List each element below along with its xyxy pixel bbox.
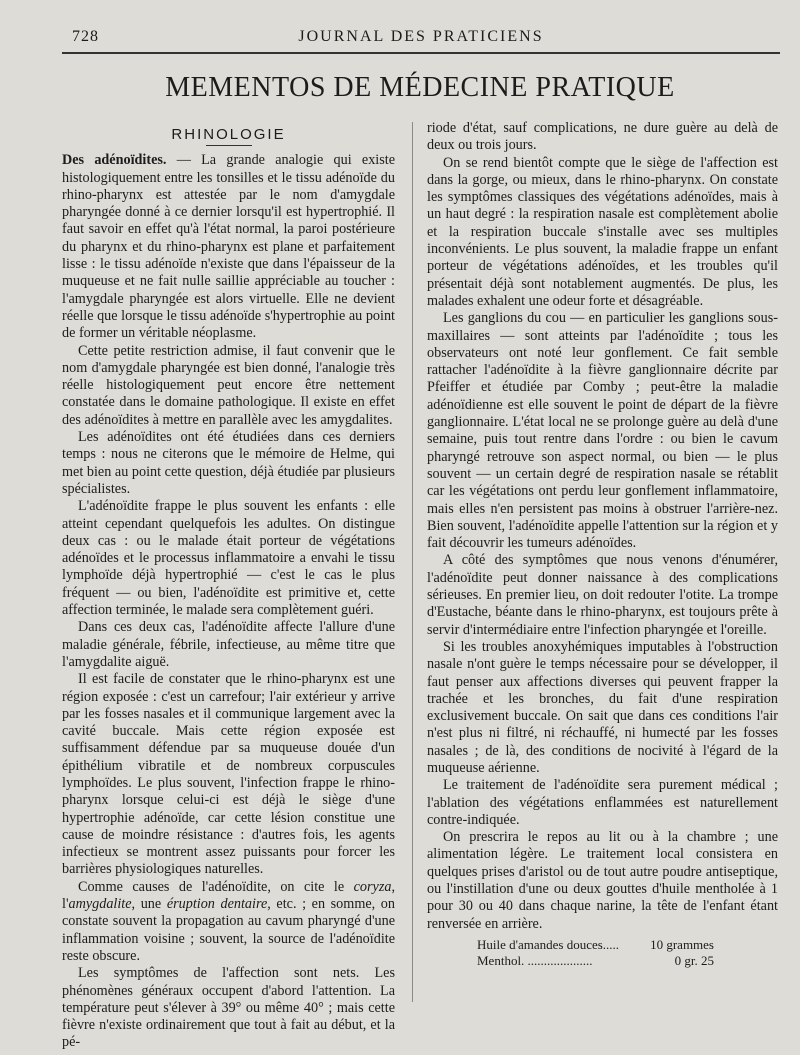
paragraph: On se rend bientôt compte que le siège de l'affection est dans la gorge, ou mieux, dans le rhino-pharynx. On constate les symptômes classiques des végétations adénoïdes, mais à un haut degré : la respiration nasale est complètement abolie et la respiration buccale s'installe avec ses multiples inconvénients. Le plus souvent, la maladie frappe un enfant porteur de végétations adénoïdes, et les troubles qu'il présentait déjà sont notablement augmentés. De plus, les malades exhalent une odeur forte et désagréable. — [427, 154, 778, 309]
italic-term: amygdalite — [68, 896, 132, 913]
left-column — [62, 120, 395, 1052]
paragraph: On prescrira le repos au lit ou à la chambre ; une alimentation légère. Le traitement local consistera en quelques prises d'aristol ou de tout autre poudre antiseptique, ou l'instillation d'une ou deux gouttes d'huile mentholée à 1 pour 30 ou 40 dans chaque narine, la tête de l'enfant étant renversée en arrière. — [427, 829, 778, 932]
ingredient-quantity: 10 grammes — [650, 936, 714, 952]
italic-term: éruption dentaire — [166, 896, 268, 913]
formula-row — [427, 953, 778, 969]
paragraph: Si les troubles anoxyhémiques imputables à l'obstruction nasale n'ont guère le temps nécessaire pour se développer, il faut penser aux affections diverses qui peuvent frapper la trachée et les bronches, du fait d'une respiration exclusivement buccale. On sait que dans ces conditions l'air n'est plus ni filtré, ni réchauffé, ni humecté par les fosses nasales ; de là, des conditions de nocivité à l'égard de la muqueuse aérienne. — [427, 638, 778, 776]
paragraph: Les adénoïdites ont été étudiées dans ces derniers temps : nous ne citerons que le mémoire de Helme, qui met bien au point cette question, déjà étudiée par plusieurs spécialistes. — [62, 429, 395, 497]
paragraph-text: , une — [131, 896, 167, 913]
paragraph: Les ganglions du cou — en particulier les ganglions sous-maxillaires — sont atteints par l'adénoïdite ; tous les observateurs ont noté leur gonflement. Ce fait semble rattacher l'adénoïdite à la fièvre ganglionnaire décrite par Pfeiffer et étudiée par Comby ; peut-être la maladie adénoïdienne est elle souvent le point de départ de la fièvre ganglionnaire. L'état local ne se prolonge guère au delà d'une semaine, puis tout rentre dans l'ordre : ou bien le cavum pharyngé retrouve son aspect normal, ou bien — le plus souvent — un certain degré de respiration nasale se rétablit car les végétations ont perdu leur gonflement inflammatoire, mais elles n'en persistent pas moins à obstruer l'arrière-nez. Bien souvent, l'adénoïdite appelle l'attention sur la région et y fait découvrir les tumeurs adénoïdes. — [427, 310, 778, 552]
paragraph: A côté des symptômes que nous venons d'énumérer, l'adénoïdite peut donner naissance à des complications sérieuses. En premier lieu, on doit redouter l'otite. La trompe d'Eustache, béante dans le rhino-pharynx, est toujours prête à servir d'intermédiaire entre l'infection pharyngée et l'oreille. — [427, 552, 778, 638]
right-column — [427, 120, 778, 969]
ingredient-name: Huile d'amandes douces..... — [477, 936, 620, 952]
paragraph-text: , etc. ; en somme, on constate souvent la propagation au cavum pharyngé d'une inflammation voisine ; souvent, la source de l'adénoïdite reste obscure. — [62, 896, 395, 964]
ingredient-name: Menthol. .................... — [477, 952, 593, 968]
page-number: 728 — [72, 28, 99, 45]
journal-title: JOURNAL DES PRATICIENS — [298, 28, 544, 45]
paragraph-text: — La grande analogie qui existe histologiquement entre les tonsilles et le tissu adénoïde du rhino-pharynx est attestée par le nom d'amygdale pharyngée donné à ce dernier lorsqu'il est hypertrophié. Il faut savoir en effet qu'à l'état normal, la paroi postérieure du pharynx et du rhino-pharynx est plane et parfaitement lisse : le tissu adénoïde n'existe que dans l'épaisseur de la muqueuse et ne fait nulle saillie appréciable au toucher : l'amygdale pharyngée est alors virtuelle. Elle ne devient réelle que lorsque le tissu adénoïde s'hypertrophie au point de former un véritable néoplasme. — [62, 152, 395, 342]
paragraph — [62, 152, 395, 342]
paragraph-text: , l' — [62, 878, 395, 913]
paragraph: Il est facile de constater que le rhino-pharynx est une région exposée : c'est un carrefour; l'air extérieur y arrive par les fosses nasales et il communique largement avec la cavité buccale. Mais cette région exposée est suffisamment défendue par sa muqueuse douée d'un épithélium vibratile et de nombreux corpuscules lymphoïdes. Le plus souvent, l'infection frappe le rhino-pharynx lorsque celui-ci est déjà le siège d'une hypertrophie adénoïde, car cette lésion constitue une cause de moindre résistance : d'autres fois, les agents infectieux se montrent assez puissants pour forcer les barrières physiologiques naturelles. — [62, 671, 395, 878]
header-rule — [62, 52, 780, 54]
column-divider — [412, 122, 413, 1002]
paragraph: Les symptômes de l'affection sont nets. Les phénomènes généraux occupent d'abord l'attention. La température peut s'élever à 39° ou même 40° ; mais cette fièvre n'existe ordinairement que tout à fait au début, et la pé- — [62, 965, 395, 1051]
subsection-rule — [206, 145, 252, 146]
paragraph: riode d'état, sauf complications, ne dure guère au delà de deux ou trois jours. — [427, 120, 778, 154]
prescription-formula — [427, 937, 778, 969]
paragraph: L'adénoïdite frappe le plus souvent les enfants : elle atteint cependant quelquefois les adultes. On distingue deux cas : ou le malade était porteur de végétations adénoïdes et le processus inflammatoire a envahi le tissu lymphoïde déjà hypertrophié — c'est le cas le plus fréquent — ou bien, l'adénoïdite est primitive et, cette affection terminée, le malade sera complètement guéri. — [62, 498, 395, 619]
lead-term: Des adénoïdites. — [62, 152, 167, 169]
paragraph — [62, 879, 395, 965]
subsection-title: RHINOLOGIE — [171, 126, 286, 143]
paragraph: Dans ces deux cas, l'adénoïdite affecte l'allure d'une maladie générale, fébrile, infectieuse, au même titre que l'amygdalite aiguë. — [62, 619, 395, 670]
running-header — [62, 26, 780, 50]
italic-term: coryza — [353, 878, 392, 895]
ingredient-quantity: 0 gr. 25 — [674, 952, 714, 968]
section-title: MEMENTOS DE MÉDECINE PRATIQUE — [165, 72, 675, 103]
formula-row — [427, 937, 778, 953]
paragraph: Le traitement de l'adénoïdite sera purement médical ; l'ablation des végétations enflammées est naturellement contre-indiquée. — [427, 777, 778, 828]
paragraph-text: Comme causes de l'adénoïdite, on cite le — [78, 878, 354, 895]
paragraph: Cette petite restriction admise, il faut convenir que le nom d'amygdale pharyngée est bien donné, l'analogie très réelle histologiquement peut encore être nettement constatée dans le domaine pathologique. Il existe en effet des adénoïdites à mettre en parallèle avec les amygdalites. — [62, 342, 395, 428]
